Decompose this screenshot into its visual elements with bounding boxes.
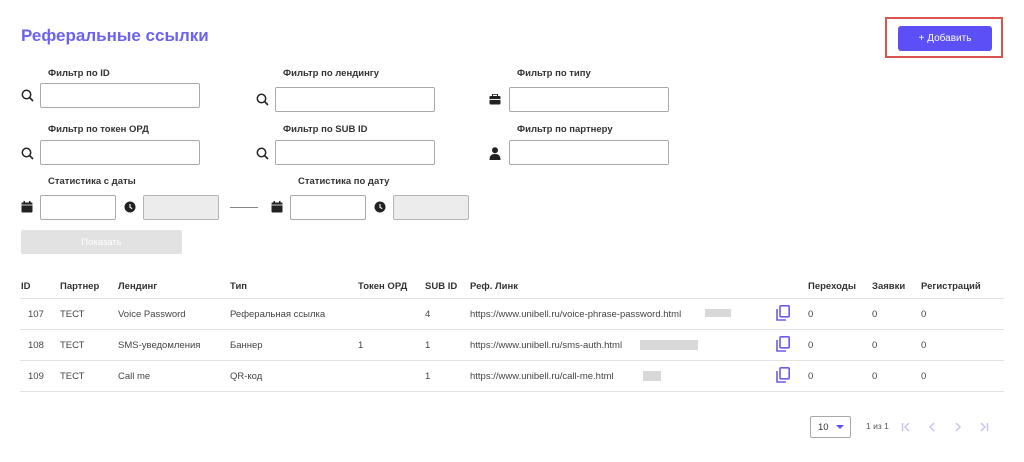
redacted-param xyxy=(705,309,731,317)
filter-type-label: Фильтр по типу xyxy=(517,68,591,79)
column-header: Партнер xyxy=(60,281,100,292)
cell-clicks: 0 xyxy=(808,309,814,320)
search-icon xyxy=(20,88,34,102)
stats-to-date-input[interactable] xyxy=(290,195,366,220)
calendar-icon xyxy=(270,200,284,214)
column-header: SUB ID xyxy=(425,281,458,292)
person-icon xyxy=(488,146,502,160)
chevron-down-icon xyxy=(836,425,844,429)
column-header: Токен ОРД xyxy=(358,281,408,292)
stats-from-date-input[interactable] xyxy=(40,195,116,220)
table-divider xyxy=(20,329,1004,330)
column-header: Регистраций xyxy=(921,281,981,292)
next-page-icon[interactable] xyxy=(951,420,965,434)
cell-link[interactable]: https://www.unibell.ru/voice-phrase-password.html xyxy=(470,309,682,320)
filter-landing-label: Фильтр по лендингу xyxy=(283,68,380,79)
filter-sub-id-input[interactable] xyxy=(275,140,435,165)
cell-landing: Call me xyxy=(118,371,151,382)
cell-leads: 0 xyxy=(872,340,878,351)
stats-to-time-input[interactable] xyxy=(393,195,469,220)
column-header: Тип xyxy=(230,281,248,292)
cell-clicks: 0 xyxy=(808,371,814,382)
column-header: Переходы xyxy=(808,281,856,292)
prev-page-icon[interactable] xyxy=(925,420,939,434)
add-button[interactable]: + Добавить xyxy=(898,26,992,51)
cell-leads: 0 xyxy=(872,371,878,382)
column-header: Реф. Линк xyxy=(470,281,518,292)
filter-id-input[interactable] xyxy=(40,83,200,108)
cell-link[interactable]: https://www.unibell.ru/call-me.html xyxy=(470,371,614,382)
cell-registrations: 0 xyxy=(921,309,927,320)
cell-sub-id: 1 xyxy=(425,371,431,382)
cell-id: 107 xyxy=(28,309,44,320)
cell-type: QR-код xyxy=(230,371,263,382)
cell-link[interactable]: https://www.unibell.ru/sms-auth.html xyxy=(470,340,623,351)
cell-sub-id: 4 xyxy=(425,309,431,320)
table-divider xyxy=(20,360,1004,361)
table-divider xyxy=(20,298,1004,299)
cell-leads: 0 xyxy=(872,309,878,320)
filter-sub-id-label: Фильтр по SUB ID xyxy=(283,124,368,135)
table-divider xyxy=(20,391,1004,392)
filter-type-input[interactable] xyxy=(509,87,669,112)
range-separator xyxy=(230,207,258,208)
cell-sub-id: 1 xyxy=(425,340,431,351)
cell-clicks: 0 xyxy=(808,340,814,351)
pagination-range: 1 из 1 xyxy=(866,421,889,431)
last-page-icon[interactable] xyxy=(976,420,990,434)
copy-icon[interactable] xyxy=(776,336,790,352)
show-button[interactable]: Показать xyxy=(21,230,182,254)
calendar-icon xyxy=(20,200,34,214)
per-page-value: 10 xyxy=(818,421,829,433)
search-icon xyxy=(255,92,269,106)
copy-icon[interactable] xyxy=(776,367,790,383)
first-page-icon[interactable] xyxy=(900,420,914,434)
cell-partner: ТЕСТ xyxy=(60,371,85,382)
search-icon xyxy=(20,146,34,160)
cell-partner: ТЕСТ xyxy=(60,309,85,320)
clock-icon xyxy=(373,200,387,214)
search-icon xyxy=(255,146,269,160)
cell-id: 108 xyxy=(28,340,44,351)
cell-registrations: 0 xyxy=(921,340,927,351)
stats-from-time-input[interactable] xyxy=(143,195,219,220)
cell-registrations: 0 xyxy=(921,371,927,382)
cell-type: Реферальная ссылка xyxy=(230,309,326,320)
cell-landing: Voice Password xyxy=(118,309,186,320)
filter-landing-input[interactable] xyxy=(275,87,435,112)
copy-icon[interactable] xyxy=(776,305,790,321)
clock-icon xyxy=(123,200,137,214)
column-header: Лендинг xyxy=(118,281,158,292)
filter-partner-input[interactable] xyxy=(509,140,669,165)
cell-landing: SMS-уведомления xyxy=(118,340,201,351)
per-page-select[interactable] xyxy=(810,416,851,438)
redacted-param xyxy=(643,371,661,381)
filter-token-label: Фильтр по токен ОРД xyxy=(48,124,149,135)
filter-token-input[interactable] xyxy=(40,140,200,165)
filter-id-label: Фильтр по ID xyxy=(48,68,110,79)
redacted-param xyxy=(640,340,698,350)
page-title: Реферальные ссылки xyxy=(21,26,209,45)
cell-partner: ТЕСТ xyxy=(60,340,85,351)
column-header: Заявки xyxy=(872,281,906,292)
cell-type: Баннер xyxy=(230,340,263,351)
filter-partner-label: Фильтр по партнеру xyxy=(517,124,613,135)
cell-id: 109 xyxy=(28,371,44,382)
box-icon xyxy=(488,92,502,106)
cell-token: 1 xyxy=(358,340,364,351)
stats-to-label: Статистика по дату xyxy=(298,176,390,187)
stats-from-label: Статистика с даты xyxy=(48,176,136,187)
column-header: ID xyxy=(21,281,31,292)
